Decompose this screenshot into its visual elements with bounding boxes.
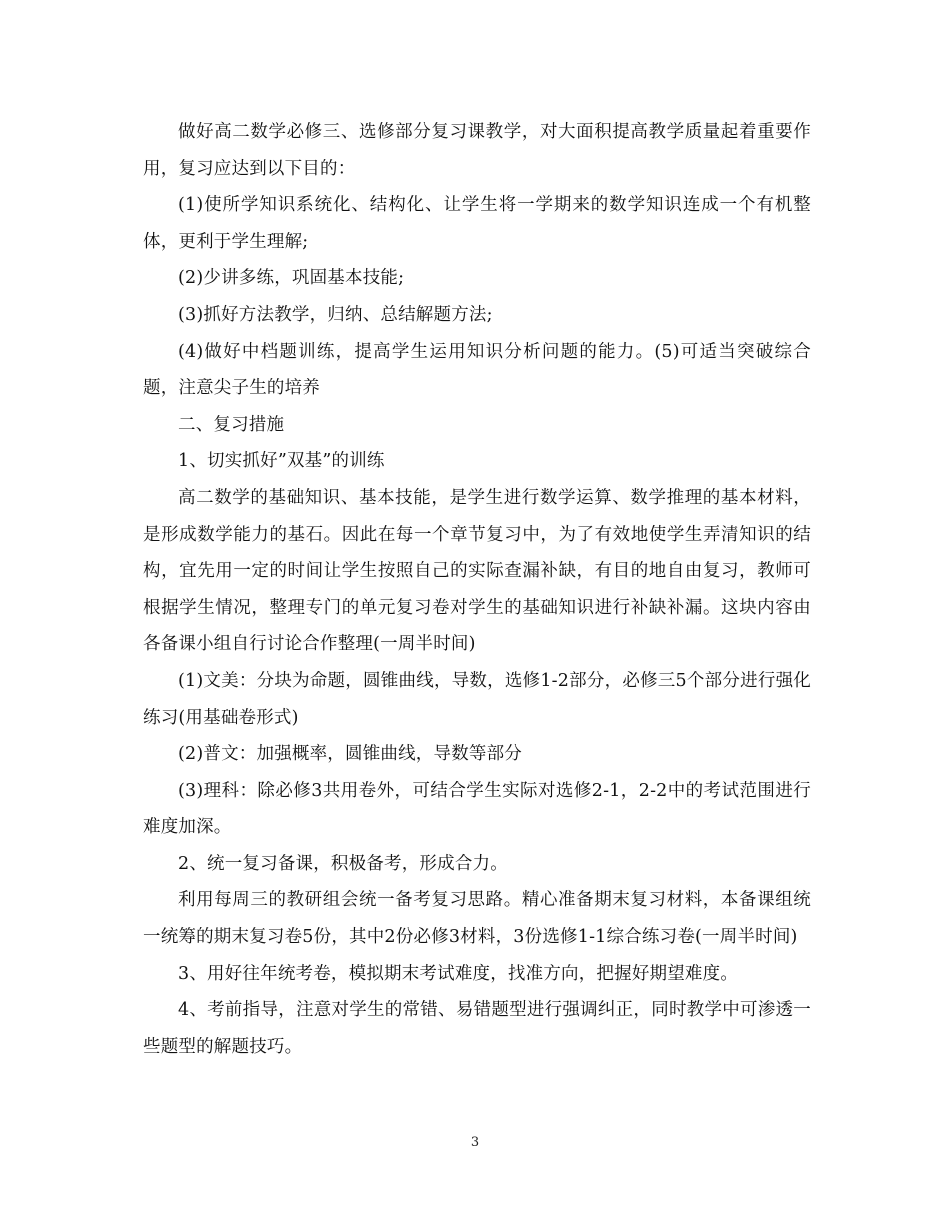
paragraph-measure-1-body: 高二数学的基础知识、基本技能，是学生进行数学运算、数学推理的基本材料，是形成数学能力的基石。因此在每一个章节复习中，为了有效地使学生弄清知识的结构，宜先用一定的时间让学生按照自己的实际查漏补缺，有目的地自由复习，教师可根据学生情况，整理专门的单元复习卷对学生的基础知识进行补缺补漏。这块内容由各备课小组自行讨论合作整理(一周半时间) bbox=[143, 487, 811, 655]
paragraph-measure-1-item-2: (2)普文：加强概率，圆锥曲线，导数等部分 bbox=[178, 744, 522, 765]
page-number: 3 bbox=[470, 1135, 480, 1150]
paragraph-measure-1-item-1: (1)文美：分块为命题，圆锥曲线，导数，选修1-2部分，必修三5个部分进行强化练习(用基础卷形式) bbox=[143, 670, 811, 728]
paragraph-measure-4: 4、考前指导，注意对学生的常错、易错题型进行强调纠正，同时教学中可渗透一些题型的解题技巧。 bbox=[143, 1000, 811, 1057]
paragraph-measure-2-body: 利用每周三的教研组会统一备考复习思路。精心准备期末复习材料，本备课组统一统筹的期末复习卷5份，其中2份必修3材料，3份选修1-1综合练习卷(一周半时间) bbox=[143, 890, 811, 948]
paragraph-measure-1-item-3: (3)理科：除必修3共用卷外，可结合学生实际对选修2-1，2-2中的考试范围进行难度加深。 bbox=[143, 780, 811, 838]
paragraph-goal-1: (1)使所学知识系统化、结构化、让学生将一学期来的数学知识连成一个有机整体，更利于学生理解; bbox=[143, 195, 811, 252]
paragraph-intro: 做好高二数学必修三、选修部分复习课教学，对大面积提高教学质量起着重要作用，复习应达到以下目的： bbox=[143, 122, 811, 179]
paragraph-measure-3: 3、用好往年统考卷，模拟期末考试难度，找准方向，把握好期望难度。 bbox=[178, 963, 739, 984]
paragraph-goal-2: (2)少讲多练，巩固基本技能; bbox=[178, 268, 405, 289]
paragraph-goal-3: (3)抓好方法教学，归纳、总结解题方法; bbox=[178, 304, 493, 325]
subheading-measure-1: 1、切实抓好”双基”的训练 bbox=[178, 451, 385, 472]
document-body bbox=[143, 114, 811, 1065]
subheading-measure-2: 2、统一复习备课，积极备考，形成合力。 bbox=[178, 853, 508, 874]
paragraph-goal-4-5: (4)做好中档题训练，提高学生运用知识分析问题的能力。(5)可适当突破综合题，注意尖子生的培养 bbox=[143, 341, 811, 399]
section-heading-review-measures: 二、复习措施 bbox=[178, 414, 285, 435]
